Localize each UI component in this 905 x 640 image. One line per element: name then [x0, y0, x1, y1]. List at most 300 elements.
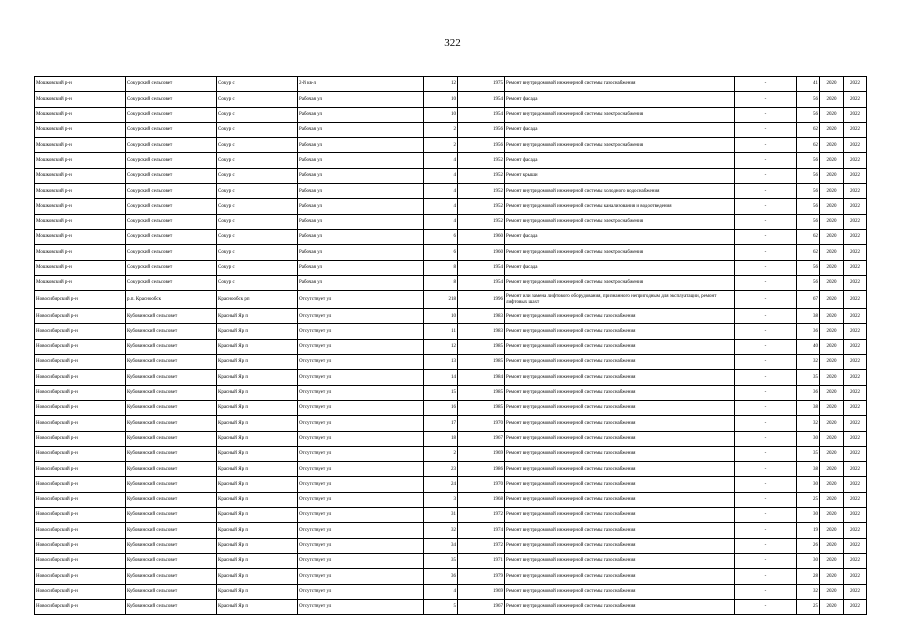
- end-year-cell: 2022: [844, 153, 867, 168]
- district-cell: Новосибирский р-н: [35, 355, 126, 370]
- work-type-cell: Ремонт внутридомовой инженерной системы газоснабжения: [505, 446, 735, 461]
- locality-cell: Красный Яр п: [217, 446, 298, 461]
- street-cell: Отсутствует ул: [298, 291, 424, 309]
- locality-cell: Красный Яр п: [217, 492, 298, 507]
- council-cell: Сокурский сельсовет: [126, 122, 217, 137]
- start-year-cell: 2020: [820, 107, 844, 122]
- street-cell: Рабочая ул: [298, 199, 424, 214]
- district-cell: Новосибирский р-н: [35, 477, 126, 492]
- end-year-cell: 2022: [844, 508, 867, 523]
- table-row: [35, 122, 867, 137]
- end-year-cell: 2022: [844, 245, 867, 260]
- district-cell: Новосибирский р-н: [35, 446, 126, 461]
- locality-cell: Красный Яр п: [217, 508, 298, 523]
- amount-cell: 30: [797, 553, 820, 568]
- mark-cell: -: [735, 77, 797, 92]
- start-year-cell: 2020: [820, 462, 844, 477]
- table-row: [35, 275, 867, 290]
- locality-cell: Сокур с: [217, 260, 298, 275]
- table-row: [35, 339, 867, 354]
- start-year-cell: 2020: [820, 385, 844, 400]
- council-cell: Сокурский сельсовет: [126, 92, 217, 107]
- house-number-cell: 10: [424, 92, 458, 107]
- council-cell: Сокурский сельсовет: [126, 138, 217, 153]
- end-year-cell: 2022: [844, 77, 867, 92]
- council-cell: Кубовинский сельсовет: [126, 416, 217, 431]
- end-year-cell: 2022: [844, 400, 867, 415]
- start-year-cell: 2020: [820, 477, 844, 492]
- street-cell: Рабочая ул: [298, 214, 424, 229]
- amount-cell: 32: [797, 355, 820, 370]
- table-row: [35, 538, 867, 553]
- amount-cell: 41: [797, 77, 820, 92]
- district-cell: Новосибирский р-н: [35, 538, 126, 553]
- end-year-cell: 2022: [844, 339, 867, 354]
- house-number-cell: 10: [424, 107, 458, 122]
- start-year-cell: 2020: [820, 199, 844, 214]
- work-type-cell: Ремонт внутридомовой инженерной системы газоснабжения: [505, 553, 735, 568]
- street-cell: Отсутствует ул: [298, 309, 424, 324]
- work-type-cell: Ремонт внутридомовой инженерной системы газоснабжения: [505, 569, 735, 584]
- house-number-cell: 36: [424, 569, 458, 584]
- amount-cell: 56: [797, 260, 820, 275]
- mark-cell: -: [735, 184, 797, 199]
- start-year-cell: 2020: [820, 538, 844, 553]
- street-cell: Рабочая ул: [298, 260, 424, 275]
- year-built-cell: 1952: [458, 168, 505, 183]
- locality-cell: Красный Яр п: [217, 477, 298, 492]
- amount-cell: 56: [797, 107, 820, 122]
- house-number-cell: 12: [424, 77, 458, 92]
- house-number-cell: 35: [424, 553, 458, 568]
- work-type-cell: Ремонт внутридомовой инженерной системы газоснабжения: [505, 492, 735, 507]
- council-cell: Сокурский сельсовет: [126, 275, 217, 290]
- house-number-cell: 10: [424, 309, 458, 324]
- street-cell: Отсутствует ул: [298, 523, 424, 538]
- year-built-cell: 1968: [458, 492, 505, 507]
- end-year-cell: 2022: [844, 291, 867, 309]
- amount-cell: 19: [797, 523, 820, 538]
- amount-cell: 56: [797, 199, 820, 214]
- year-built-cell: 1952: [458, 199, 505, 214]
- start-year-cell: 2020: [820, 138, 844, 153]
- start-year-cell: 2020: [820, 245, 844, 260]
- end-year-cell: 2022: [844, 184, 867, 199]
- locality-cell: Красный Яр п: [217, 339, 298, 354]
- street-cell: Отсутствует ул: [298, 339, 424, 354]
- work-type-cell: Ремонт или замена лифтового оборудования, признанного непригодным для эксплуатации, ремонт лифтовых шахт: [505, 291, 735, 309]
- end-year-cell: 2022: [844, 370, 867, 385]
- street-cell: Отсутствует ул: [298, 385, 424, 400]
- work-type-cell: Ремонт внутридомовой инженерной системы электроснабжения: [505, 245, 735, 260]
- street-cell: Рабочая ул: [298, 168, 424, 183]
- start-year-cell: 2020: [820, 275, 844, 290]
- mark-cell: -: [735, 168, 797, 183]
- house-number-cell: 4: [424, 214, 458, 229]
- year-built-cell: 1969: [458, 584, 505, 599]
- mark-cell: -: [735, 508, 797, 523]
- work-type-cell: Ремонт внутридомовой инженерной системы электроснабжения: [505, 138, 735, 153]
- mark-cell: -: [735, 385, 797, 400]
- start-year-cell: 2020: [820, 184, 844, 199]
- year-built-cell: 1971: [458, 553, 505, 568]
- work-type-cell: Ремонт внутридомовой инженерной системы холодного водоснабжения: [505, 184, 735, 199]
- work-type-cell: Ремонт внутридомовой инженерной системы электроснабжения: [505, 214, 735, 229]
- start-year-cell: 2020: [820, 492, 844, 507]
- end-year-cell: 2022: [844, 416, 867, 431]
- mark-cell: -: [735, 324, 797, 339]
- council-cell: Кубовинский сельсовет: [126, 477, 217, 492]
- end-year-cell: 2022: [844, 584, 867, 599]
- work-type-cell: Ремонт внутридомовой инженерной системы газоснабжения: [505, 339, 735, 354]
- district-cell: Мошковский р-н: [35, 245, 126, 260]
- mark-cell: -: [735, 599, 797, 614]
- table-row: [35, 492, 867, 507]
- street-cell: Рабочая ул: [298, 229, 424, 244]
- year-built-cell: 1954: [458, 107, 505, 122]
- amount-cell: 56: [797, 153, 820, 168]
- amount-cell: 25: [797, 599, 820, 614]
- house-number-cell: 34: [424, 538, 458, 553]
- year-built-cell: 1960: [458, 245, 505, 260]
- street-cell: Отсутствует ул: [298, 355, 424, 370]
- start-year-cell: 2020: [820, 260, 844, 275]
- work-type-cell: Ремонт фасада: [505, 260, 735, 275]
- table-row: [35, 416, 867, 431]
- street-cell: Отсутствует ул: [298, 370, 424, 385]
- year-built-cell: 1970: [458, 416, 505, 431]
- street-cell: Рабочая ул: [298, 275, 424, 290]
- council-cell: Кубовинский сельсовет: [126, 492, 217, 507]
- locality-cell: Сокур с: [217, 107, 298, 122]
- end-year-cell: 2022: [844, 122, 867, 137]
- council-cell: Сокурский сельсовет: [126, 229, 217, 244]
- work-type-cell: Ремонт внутридомовой инженерной системы газоснабжения: [505, 477, 735, 492]
- street-cell: Отсутствует ул: [298, 599, 424, 614]
- year-built-cell: 1985: [458, 385, 505, 400]
- table-row: [35, 107, 867, 122]
- amount-cell: 30: [797, 431, 820, 446]
- street-cell: Отсутствует ул: [298, 400, 424, 415]
- mark-cell: -: [735, 462, 797, 477]
- locality-cell: Красный Яр п: [217, 400, 298, 415]
- house-number-cell: 4: [424, 168, 458, 183]
- amount-cell: 36: [797, 385, 820, 400]
- mark-cell: -: [735, 370, 797, 385]
- mark-cell: -: [735, 416, 797, 431]
- house-number-cell: 4: [424, 199, 458, 214]
- work-type-cell: Ремонт внутридомовой инженерной системы газоснабжения: [505, 385, 735, 400]
- end-year-cell: 2022: [844, 309, 867, 324]
- end-year-cell: 2022: [844, 168, 867, 183]
- council-cell: Кубовинский сельсовет: [126, 599, 217, 614]
- work-type-cell: Ремонт внутридомовой инженерной системы газоснабжения: [505, 370, 735, 385]
- house-number-cell: 4: [424, 184, 458, 199]
- locality-cell: Красный Яр п: [217, 599, 298, 614]
- house-number-cell: 31: [424, 508, 458, 523]
- district-cell: Мошковский р-н: [35, 199, 126, 214]
- table-row: [35, 370, 867, 385]
- locality-cell: Красный Яр п: [217, 462, 298, 477]
- end-year-cell: 2022: [844, 569, 867, 584]
- house-number-cell: 5: [424, 599, 458, 614]
- locality-cell: Красный Яр п: [217, 584, 298, 599]
- council-cell: Кубовинский сельсовет: [126, 446, 217, 461]
- district-cell: Мошковский р-н: [35, 275, 126, 290]
- year-built-cell: 1972: [458, 508, 505, 523]
- council-cell: Кубовинский сельсовет: [126, 431, 217, 446]
- amount-cell: 38: [797, 400, 820, 415]
- district-cell: Новосибирский р-н: [35, 584, 126, 599]
- district-cell: Новосибирский р-н: [35, 508, 126, 523]
- table-row: [35, 184, 867, 199]
- work-type-cell: Ремонт внутридомовой инженерной системы газоснабжения: [505, 355, 735, 370]
- street-cell: Отсутствует ул: [298, 462, 424, 477]
- work-type-cell: Ремонт внутридомовой инженерной системы газоснабжения: [505, 599, 735, 614]
- locality-cell: Сокур с: [217, 77, 298, 92]
- street-cell: Отсутствует ул: [298, 508, 424, 523]
- locality-cell: Красный Яр п: [217, 553, 298, 568]
- year-built-cell: 1960: [458, 229, 505, 244]
- locality-cell: Красный Яр п: [217, 538, 298, 553]
- street-cell: Рабочая ул: [298, 245, 424, 260]
- house-number-cell: 13: [424, 355, 458, 370]
- district-cell: Новосибирский р-н: [35, 339, 126, 354]
- year-built-cell: 1956: [458, 122, 505, 137]
- street-cell: Отсутствует ул: [298, 492, 424, 507]
- end-year-cell: 2022: [844, 199, 867, 214]
- year-built-cell: 1969: [458, 446, 505, 461]
- locality-cell: Сокур с: [217, 153, 298, 168]
- house-number-cell: 18: [424, 431, 458, 446]
- end-year-cell: 2022: [844, 523, 867, 538]
- amount-cell: 30: [797, 508, 820, 523]
- start-year-cell: 2020: [820, 599, 844, 614]
- district-cell: Мошковский р-н: [35, 229, 126, 244]
- mark-cell: -: [735, 492, 797, 507]
- district-cell: Новосибирский р-н: [35, 553, 126, 568]
- council-cell: Кубовинский сельсовет: [126, 370, 217, 385]
- end-year-cell: 2022: [844, 107, 867, 122]
- table-row: [35, 569, 867, 584]
- street-cell: Рабочая ул: [298, 153, 424, 168]
- house-number-cell: 12: [424, 339, 458, 354]
- end-year-cell: 2022: [844, 538, 867, 553]
- locality-cell: Сокур с: [217, 168, 298, 183]
- table-row: [35, 584, 867, 599]
- district-cell: Новосибирский р-н: [35, 431, 126, 446]
- table-row: [35, 553, 867, 568]
- year-built-cell: 1985: [458, 355, 505, 370]
- amount-cell: 28: [797, 569, 820, 584]
- amount-cell: 38: [797, 462, 820, 477]
- house-number-cell: 4: [424, 584, 458, 599]
- locality-cell: Краснообск рп: [217, 291, 298, 309]
- year-built-cell: 1979: [458, 569, 505, 584]
- year-built-cell: 1952: [458, 184, 505, 199]
- locality-cell: Красный Яр п: [217, 431, 298, 446]
- work-type-cell: Ремонт внутридомовой инженерной системы газоснабжения: [505, 523, 735, 538]
- house-number-cell: 2: [424, 138, 458, 153]
- amount-cell: 26: [797, 538, 820, 553]
- end-year-cell: 2022: [844, 553, 867, 568]
- start-year-cell: 2020: [820, 324, 844, 339]
- council-cell: Сокурский сельсовет: [126, 260, 217, 275]
- amount-cell: 30: [797, 477, 820, 492]
- amount-cell: 56: [797, 168, 820, 183]
- table-row: [35, 446, 867, 461]
- street-cell: Рабочая ул: [298, 138, 424, 153]
- year-built-cell: 1985: [458, 339, 505, 354]
- work-type-cell: Ремонт фасада: [505, 229, 735, 244]
- street-cell: Отсутствует ул: [298, 431, 424, 446]
- table-row: [35, 324, 867, 339]
- council-cell: Кубовинский сельсовет: [126, 569, 217, 584]
- district-cell: Мошковский р-н: [35, 77, 126, 92]
- year-built-cell: 1954: [458, 260, 505, 275]
- table-row: [35, 477, 867, 492]
- amount-cell: 36: [797, 324, 820, 339]
- work-type-cell: Ремонт внутридомовой инженерной системы газоснабжения: [505, 431, 735, 446]
- locality-cell: Красный Яр п: [217, 355, 298, 370]
- end-year-cell: 2022: [844, 214, 867, 229]
- end-year-cell: 2022: [844, 260, 867, 275]
- mark-cell: -: [735, 339, 797, 354]
- start-year-cell: 2020: [820, 553, 844, 568]
- street-cell: Рабочая ул: [298, 92, 424, 107]
- year-built-cell: 1983: [458, 309, 505, 324]
- district-cell: Мошковский р-н: [35, 107, 126, 122]
- district-cell: Новосибирский р-н: [35, 370, 126, 385]
- table-row: [35, 291, 867, 309]
- locality-cell: Красный Яр п: [217, 370, 298, 385]
- year-built-cell: 1983: [458, 324, 505, 339]
- locality-cell: Красный Яр п: [217, 385, 298, 400]
- mark-cell: -: [735, 538, 797, 553]
- year-built-cell: 1970: [458, 477, 505, 492]
- table-row: [35, 77, 867, 92]
- year-built-cell: 1985: [458, 400, 505, 415]
- locality-cell: Сокур с: [217, 184, 298, 199]
- locality-cell: Сокур с: [217, 245, 298, 260]
- year-built-cell: 1956: [458, 138, 505, 153]
- table-row: [35, 355, 867, 370]
- council-cell: Кубовинский сельсовет: [126, 309, 217, 324]
- council-cell: Кубовинский сельсовет: [126, 538, 217, 553]
- district-cell: Мошковский р-н: [35, 138, 126, 153]
- work-type-cell: Ремонт внутридомовой инженерной системы газоснабжения: [505, 400, 735, 415]
- mark-cell: -: [735, 400, 797, 415]
- table-row: [35, 260, 867, 275]
- council-cell: Кубовинский сельсовет: [126, 385, 217, 400]
- work-type-cell: Ремонт внутридомовой инженерной системы газоснабжения: [505, 324, 735, 339]
- mark-cell: -: [735, 138, 797, 153]
- table-row: [35, 508, 867, 523]
- start-year-cell: 2020: [820, 122, 844, 137]
- house-number-cell: 4: [424, 153, 458, 168]
- mark-cell: -: [735, 446, 797, 461]
- amount-cell: 38: [797, 309, 820, 324]
- mark-cell: -: [735, 477, 797, 492]
- year-built-cell: 1972: [458, 538, 505, 553]
- start-year-cell: 2020: [820, 416, 844, 431]
- district-cell: Мошковский р-н: [35, 260, 126, 275]
- table-row: [35, 214, 867, 229]
- locality-cell: Красный Яр п: [217, 324, 298, 339]
- locality-cell: Сокур с: [217, 229, 298, 244]
- street-cell: 2-й кв-л: [298, 77, 424, 92]
- end-year-cell: 2022: [844, 431, 867, 446]
- council-cell: Сокурский сельсовет: [126, 245, 217, 260]
- start-year-cell: 2020: [820, 370, 844, 385]
- page-number: 322: [444, 37, 461, 49]
- start-year-cell: 2020: [820, 77, 844, 92]
- mark-cell: -: [735, 92, 797, 107]
- district-cell: Новосибирский р-н: [35, 385, 126, 400]
- district-cell: Мошковский р-н: [35, 184, 126, 199]
- street-cell: Отсутствует ул: [298, 446, 424, 461]
- mark-cell: -: [735, 291, 797, 309]
- year-built-cell: 1952: [458, 214, 505, 229]
- council-cell: Сокурский сельсовет: [126, 168, 217, 183]
- start-year-cell: 2020: [820, 92, 844, 107]
- year-built-cell: 1974: [458, 523, 505, 538]
- district-cell: Мошковский р-н: [35, 214, 126, 229]
- start-year-cell: 2020: [820, 214, 844, 229]
- locality-cell: Сокур с: [217, 92, 298, 107]
- table-body: [35, 77, 867, 615]
- council-cell: Кубовинский сельсовет: [126, 508, 217, 523]
- amount-cell: 67: [797, 291, 820, 309]
- work-type-cell: Ремонт внутридомовой инженерной системы газоснабжения: [505, 584, 735, 599]
- end-year-cell: 2022: [844, 138, 867, 153]
- work-type-cell: Ремонт внутридомовой инженерной системы канализования и водоотведения: [505, 199, 735, 214]
- table-row: [35, 400, 867, 415]
- council-cell: Кубовинский сельсовет: [126, 584, 217, 599]
- amount-cell: 35: [797, 370, 820, 385]
- end-year-cell: 2022: [844, 355, 867, 370]
- council-cell: Сокурский сельсовет: [126, 214, 217, 229]
- table-row: [35, 199, 867, 214]
- house-number-cell: 2: [424, 122, 458, 137]
- district-cell: Новосибирский р-н: [35, 324, 126, 339]
- council-cell: Кубовинский сельсовет: [126, 355, 217, 370]
- year-built-cell: 1967: [458, 431, 505, 446]
- table-row: [35, 153, 867, 168]
- locality-cell: Сокур с: [217, 275, 298, 290]
- end-year-cell: 2022: [844, 477, 867, 492]
- street-cell: Рабочая ул: [298, 184, 424, 199]
- amount-cell: 62: [797, 245, 820, 260]
- work-type-cell: Ремонт внутридомовой инженерной системы газоснабжения: [505, 416, 735, 431]
- repair-registry-table: [34, 76, 867, 615]
- work-type-cell: Ремонт фасада: [505, 122, 735, 137]
- end-year-cell: 2022: [844, 462, 867, 477]
- end-year-cell: 2022: [844, 385, 867, 400]
- council-cell: Кубовинский сельсовет: [126, 400, 217, 415]
- mark-cell: -: [735, 569, 797, 584]
- table-row: [35, 138, 867, 153]
- council-cell: Кубовинский сельсовет: [126, 324, 217, 339]
- council-cell: Кубовинский сельсовет: [126, 339, 217, 354]
- amount-cell: 56: [797, 275, 820, 290]
- mark-cell: -: [735, 229, 797, 244]
- street-cell: Отсутствует ул: [298, 569, 424, 584]
- table-row: [35, 245, 867, 260]
- locality-cell: Красный Яр п: [217, 309, 298, 324]
- end-year-cell: 2022: [844, 229, 867, 244]
- start-year-cell: 2020: [820, 309, 844, 324]
